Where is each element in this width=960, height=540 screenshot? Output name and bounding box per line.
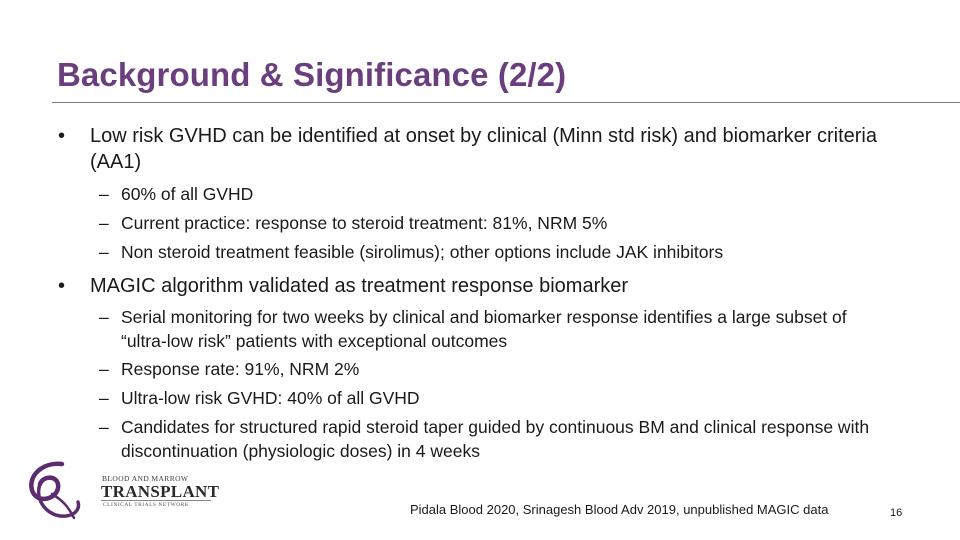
bullet-marker: • xyxy=(58,275,66,297)
sub-bullet-marker: – xyxy=(99,242,109,262)
sub-bullet-marker: – xyxy=(99,184,109,204)
bullet-item xyxy=(58,123,918,175)
sub-bullet-marker: – xyxy=(99,213,109,233)
sub-bullet-marker: – xyxy=(99,307,109,327)
bmt-ctn-logo xyxy=(22,460,220,522)
sub-bullet-item xyxy=(99,415,899,463)
sub-bullet-item xyxy=(99,240,899,264)
bullet-text: MAGIC algorithm validated as treatment response biomarker xyxy=(90,275,629,297)
sub-bullet-text: Serial monitoring for two weeks by clinical and biomarker response identifies a large subset of “ultra-low risk” patients with exceptional outcomes xyxy=(121,307,847,351)
slide-title: Background & Significance (2/2) xyxy=(57,56,567,93)
bullet-marker: • xyxy=(58,125,66,147)
sub-bullet-text: Current practice: response to steroid treatment: 81%, NRM 5% xyxy=(121,213,608,233)
logo-divider xyxy=(101,500,211,501)
sub-bullet-item xyxy=(99,386,899,410)
sub-bullet-item xyxy=(99,357,899,381)
sub-bullet-item xyxy=(99,305,899,353)
page-number: 16 xyxy=(890,507,903,519)
sub-bullet-text: 60% of all GVHD xyxy=(121,184,254,204)
sub-bullet-marker: – xyxy=(99,359,109,379)
title-divider xyxy=(52,102,960,103)
bullet-text: Low risk GVHD can be identified at onset by clinical (Minn std risk) and biomarker criteria (AA1) xyxy=(90,125,877,173)
sub-bullet-item xyxy=(99,182,899,206)
sub-bullet-text: Candidates for structured rapid steroid taper guided by continuous BM and clinical response with discontinuation (physiologic doses) in 4 weeks xyxy=(121,417,870,461)
logo-main-text: TRANSPLANT xyxy=(101,482,220,501)
sub-bullet-text: Non steroid treatment feasible (sirolimus); other options include JAK inhibitors xyxy=(121,242,724,262)
logo-top-text: BLOOD AND MARROW xyxy=(102,474,189,483)
citation: Pidala Blood 2020, Srinagesh Blood Adv 2019, unpublished MAGIC data xyxy=(410,502,829,517)
bullet-item xyxy=(58,273,918,299)
sub-bullet-marker: – xyxy=(99,388,109,408)
sub-bullet-text: Ultra-low risk GVHD: 40% of all GVHD xyxy=(121,388,420,408)
sub-bullet-text: Response rate: 91%, NRM 2% xyxy=(121,359,360,379)
sub-bullet-item xyxy=(99,211,899,235)
ribbon-logo-icon xyxy=(22,460,82,522)
logo-bottom-text: CLINICAL TRIALS NETWORK xyxy=(103,502,190,508)
sub-bullet-marker: – xyxy=(99,417,109,437)
